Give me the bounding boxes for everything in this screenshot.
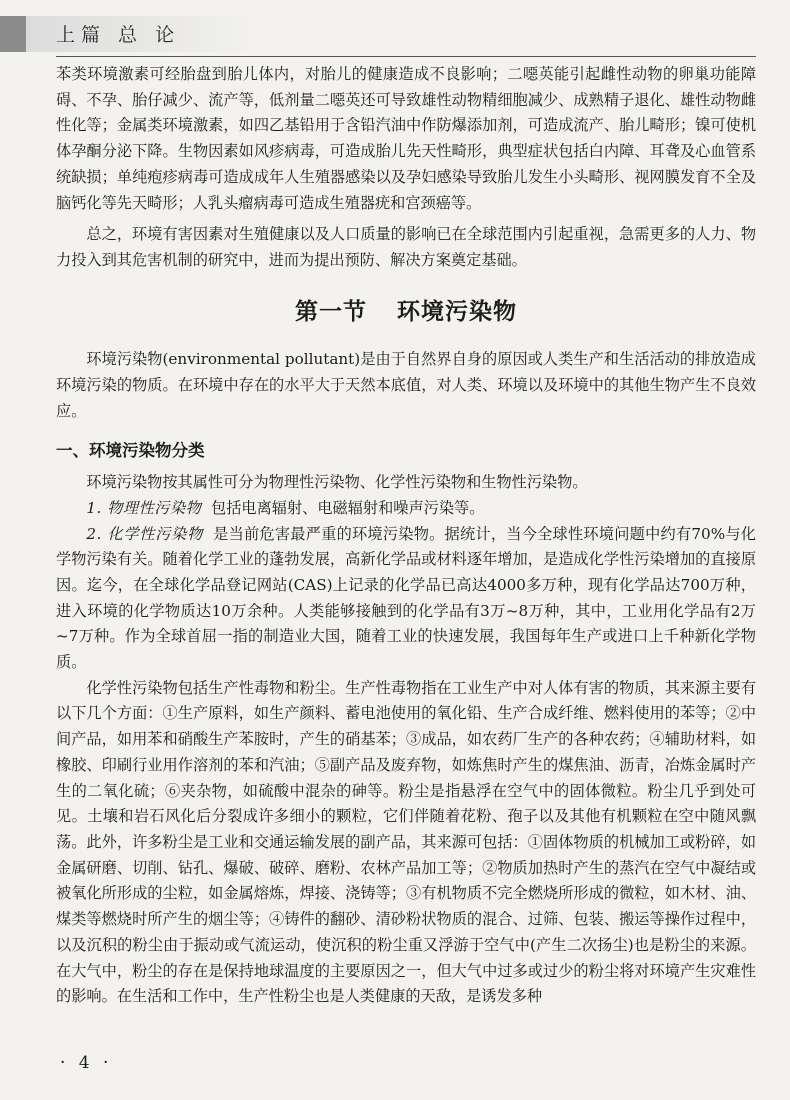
item-chemical	[56, 522, 756, 676]
definition-paragraph: 环境污染物(environmental pollutant)是由于自然界自身的原因或人类生产和生活活动的排放造成环境污染的物质。在环境中存在的水平大于天然本底值，对人类、环境以及环境中的其他生物产生不良效应。	[56, 350, 756, 420]
item-chemical-text: 是当前危害最严重的环境污染物。据统计，当今全球性环境问题中约有70%与化学物污染有关。随着化学工业的蓬勃发展，高新化学品或材料逐年增加，是造成化学性污染增加的直接原因。迄今，在全球化学品登记网站(CAS)上记录的化学品已高达4000多万种，现有化学品达700万种，进入环境的化学物质达10万余种。人类能够接触到的化学品有3万~8万种，其中，工业用化学品有2万~7万种。作为全球首屈一指的制造业大国，随着工业的快速发展，我国每年生产或进口上千种新化学物质。	[56, 524, 756, 672]
section-title: 环境污染物	[397, 298, 517, 325]
intro-paragraph-1: 苯类环境激素可经胎盘到胎儿体内，对胎儿的健康造成不良影响；二噁英能引起雌性动物的卵巢功能障碍、不孕、胎仔减少、流产等，低剂量二噁英还可导致雄性动物精细胞减少、成熟精子退化、雄性动物雌性化等；金属类环境激素，如四乙基铅用于含铅汽油中作防爆添加剂，可造成流产、胎儿畸形；镍可使机体孕酮分泌下降。生物因素如风疹病毒，可造成胎儿先天性畸形，典型症状包括白内障、耳聋及心血管系统缺损；单纯疱疹病毒可造成成年人生殖器感染以及孕妇感染导致胎儿发生小头畸形、视网膜发育不全及脑钙化等先天畸形；人乳头瘤病毒可造成生殖器疣和宫颈癌等。	[56, 65, 756, 212]
section-number: 第一节	[295, 298, 367, 325]
section-heading	[56, 300, 756, 326]
running-header	[0, 16, 790, 56]
item-chemical-term: 2. 化学性污染物	[86, 524, 204, 543]
item-physical-text: 包括电离辐射、电磁辐射和噪声污染等。	[211, 498, 485, 517]
intro-paragraph-2: 总之，环境有害因素对生殖健康以及人口质量的影响已在全球范围内引起重视，急需更多的人力、物力投入到其危害机制的研究中，进而为提出预防、解决方案奠定基础。	[56, 225, 756, 269]
item-physical-term: 1. 物理性污染物	[86, 498, 202, 517]
subheading-classification: 一、环境污染物分类	[56, 441, 205, 461]
chemical-pollutants-paragraph: 化学性污染物包括生产性毒物和粉尘。生产性毒物指在工业生产中对人体有害的物质，其来源主要有以下几个方面：①生产原料，如生产颜料、蓄电池使用的氧化铅、生产合成纤维、燃料使用的苯等；②中间产品，如用苯和硝酸生产苯胺时，产生的硝基苯；③成品，如农药厂生产的各种农药；④辅助材料，如橡胶、印刷行业用作溶剂的苯和汽油；⑤副产品及废弃物，如炼焦时产生的煤焦油、沥青，冶炼金属时产生的二氧化硫；⑥夹杂物，如硫酸中混杂的砷等。粉尘是指悬浮在空气中的固体微粒。粉尘几乎到处可见。土壤和岩石风化后分裂成许多细小的颗粒，它们伴随着花粉、孢子以及其他有机颗粒在空中随风飘荡。此外，许多粉尘是工业和交通运输发展的副产品，其来源可包括：①固体物质的机械加工或粉碎，如金属研磨、切削、钻孔、爆破、破碎、磨粉、农林产品加工等；②物质加热时产生的蒸汽在空气中凝结或被氧化所形成的尘粒，如金属熔炼，焊接、浇铸等；③有机物质不完全燃烧所形成的微粒，如木材、油、煤类等燃烧时所产生的烟尘等；④铸件的翻砂、清砂粉状物质的混合、过筛、包装、搬运等操作过程中，以及沉积的粉尘由于振动或气流运动，使沉积的粉尘重又浮游于空气中(产生二次扬尘)也是粉尘的来源。在大气中，粉尘的存在是保持地球温度的主要原因之一，但大气中过多或过少的粉尘将对环境产生灾难性的影响。在生活和工作中，生产性粉尘也是人类健康的天敌，是诱发多种	[56, 678, 756, 1006]
page-number: · 4 ·	[60, 1053, 113, 1073]
header-rule	[56, 56, 756, 57]
header-title: 上篇 总 论	[56, 24, 181, 46]
header-gray-block	[0, 16, 26, 52]
item-physical	[56, 496, 756, 522]
classification-paragraph: 环境污染物按其属性可分为物理性污染物、化学性污染物和生物性污染物。	[86, 473, 588, 492]
page-body	[56, 62, 756, 1010]
